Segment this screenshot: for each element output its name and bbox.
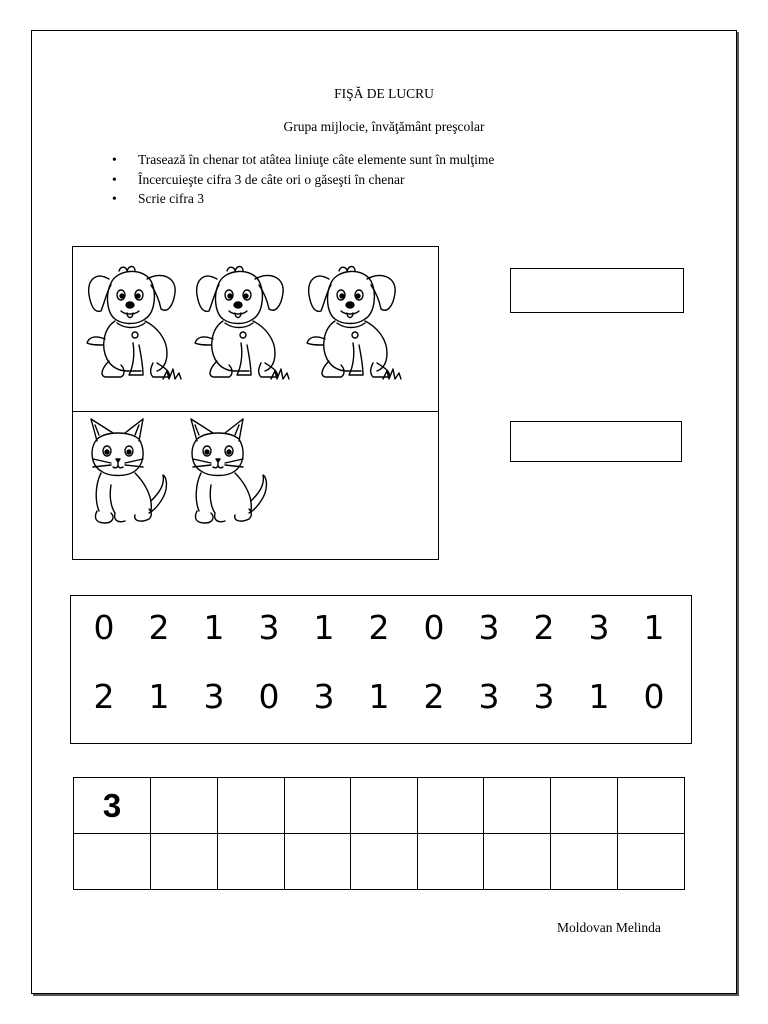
model-digit: 3 <box>102 786 122 824</box>
writing-cell[interactable] <box>285 778 351 834</box>
digits-box <box>70 595 692 744</box>
writing-cell[interactable] <box>285 834 351 890</box>
writing-cell[interactable] <box>151 834 218 890</box>
model-cell <box>74 778 151 834</box>
writing-row <box>74 834 685 890</box>
writing-cell[interactable] <box>551 778 618 834</box>
writing-cell[interactable] <box>218 778 285 834</box>
digit[interactable]: 1 <box>313 608 335 647</box>
task-item: • Scrie cifra 3 <box>112 189 494 209</box>
writing-cell[interactable] <box>484 778 551 834</box>
writing-cell[interactable] <box>484 834 551 890</box>
writing-cell[interactable] <box>74 834 151 890</box>
digit[interactable]: 1 <box>368 677 390 716</box>
digit[interactable]: 1 <box>148 677 170 716</box>
digit[interactable]: 3 <box>258 608 280 647</box>
writing-cell[interactable] <box>351 778 418 834</box>
task-item: • Încercuieşte cifra 3 de câte ori o găseşti în chenar <box>112 170 494 190</box>
digit[interactable]: 1 <box>643 608 665 647</box>
writing-cell[interactable] <box>418 834 484 890</box>
writing-cell[interactable] <box>618 834 685 890</box>
digit-row-2 <box>84 677 674 717</box>
task-list <box>112 150 494 209</box>
digit[interactable]: 2 <box>148 608 170 647</box>
digit[interactable]: 0 <box>643 677 665 716</box>
dog-illustration-icon <box>301 263 405 385</box>
task-item: • Trasează în chenar tot atâtea liniuţe câte elemente sunt în mulţime <box>112 150 494 170</box>
cat-count-answer-box[interactable] <box>510 421 682 462</box>
set-divider <box>73 411 438 412</box>
writing-cell[interactable] <box>151 778 218 834</box>
digit[interactable]: 3 <box>588 608 610 647</box>
cat-illustration-icon <box>183 415 269 527</box>
writing-cell[interactable] <box>418 778 484 834</box>
dog-count-answer-box[interactable] <box>510 268 684 313</box>
writing-grid <box>73 777 685 890</box>
digit[interactable]: 1 <box>588 677 610 716</box>
digit[interactable]: 2 <box>93 677 115 716</box>
dog-illustration-icon <box>189 263 293 385</box>
writing-cell[interactable] <box>551 834 618 890</box>
animal-sets-box <box>72 246 439 560</box>
digit[interactable]: 3 <box>478 608 500 647</box>
writing-cell[interactable] <box>218 834 285 890</box>
digit-row-1 <box>84 608 674 648</box>
author-name: Moldovan Melinda <box>557 920 661 935</box>
digit[interactable]: 3 <box>203 677 225 716</box>
writing-row <box>74 778 685 834</box>
digit[interactable]: 1 <box>203 608 225 647</box>
digit[interactable]: 2 <box>533 608 555 647</box>
digit[interactable]: 2 <box>368 608 390 647</box>
digit[interactable]: 0 <box>258 677 280 716</box>
digit[interactable]: 3 <box>313 677 335 716</box>
writing-cell[interactable] <box>618 778 685 834</box>
dog-illustration-icon <box>81 263 185 385</box>
cat-illustration-icon <box>83 415 169 527</box>
digit[interactable]: 3 <box>533 677 555 716</box>
writing-cell[interactable] <box>351 834 418 890</box>
worksheet-title: FIŞĂ DE LUCRU <box>334 86 434 101</box>
digit[interactable]: 2 <box>423 677 445 716</box>
worksheet-subtitle: Grupa mijlocie, învăţământ preşcolar <box>283 119 485 134</box>
digit[interactable]: 0 <box>423 608 445 647</box>
digit[interactable]: 0 <box>93 608 115 647</box>
digit[interactable]: 3 <box>478 677 500 716</box>
